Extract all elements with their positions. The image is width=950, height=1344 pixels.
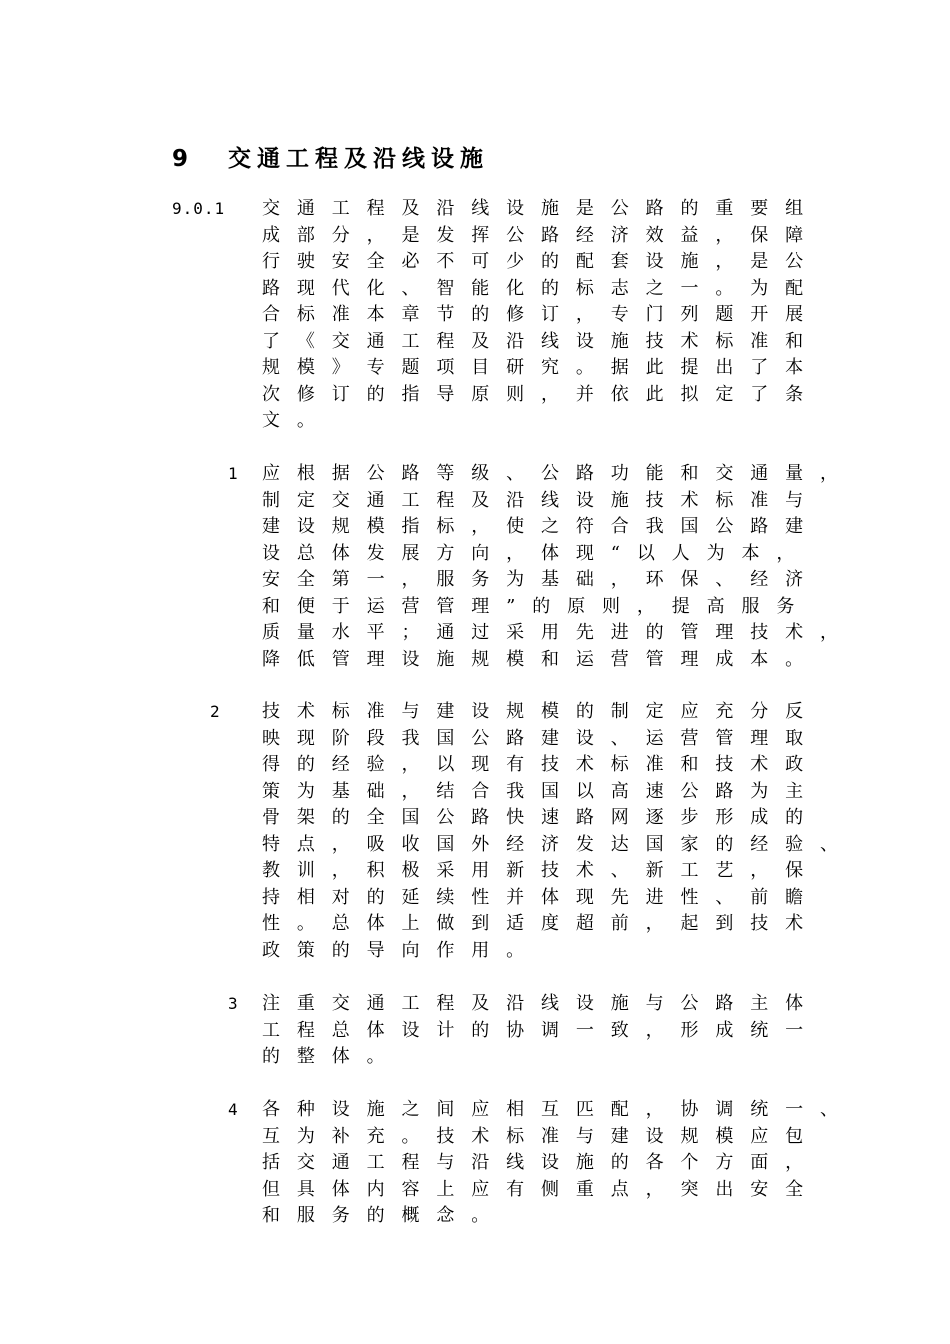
text-line: 性。总体上做到适度超前，起到技术 (262, 913, 820, 934)
text-line: 和服务的概念。 (262, 1205, 507, 1226)
chapter-title: 交通工程及沿线设施 (228, 146, 489, 172)
text-line: 路现代化、智能化的标志之一。为配 (262, 277, 820, 299)
item-number: 3 (228, 994, 239, 1013)
text-line: 但具体内容上应有侧重点，突出安全 (262, 1178, 820, 1200)
text-line: 得的经验，以现有技术标准和技术政 (262, 754, 820, 775)
text-line: 政策的导向作用。 (262, 939, 541, 961)
text-line: 规模》专题项目研究。据此提出了本 (262, 357, 820, 378)
text-line: 工程总体设计的协调一致，形成统一 (262, 1019, 820, 1041)
text-line: 映现阶段我国公路建设、运营管理取 (262, 727, 820, 749)
text-line: 文。 (262, 410, 332, 431)
text-line: 安全第一，服务为基础，环保、经济 (262, 569, 820, 590)
item-number: 1 (228, 464, 239, 483)
text-line: 持相对的延续性并体现先进性、前瞻 (262, 886, 820, 908)
text-line: 技术标准与建设规模的制定应充分反 (262, 701, 820, 722)
chapter-heading (172, 140, 489, 173)
text-line: 策为基础，结合我国以高速公路为主 (262, 780, 820, 802)
text-line: 和便于运营管理”的原则，提高服务 (262, 595, 812, 617)
section-number: 9.0.1 (172, 199, 226, 218)
chapter-number: 9 (172, 146, 195, 172)
text-line: 合标准本章节的修订，专门列题开展 (262, 304, 820, 325)
text-line: 各种设施之间应相互匹配，协调统一、 (262, 1099, 855, 1120)
text-line: 降低管理设施规模和运营管理成本。 (262, 648, 820, 670)
item-number: 4 (228, 1100, 239, 1119)
text-line: 设总体发展方向，体现“以人为本， (262, 542, 812, 564)
text-line: 教训，积极采用新技术、新工艺，保 (262, 860, 820, 881)
text-line: 成部分，是发挥公路经济效益，保障 (262, 224, 820, 246)
text-line: 互为补充。技术标准与建设规模应包 (262, 1125, 820, 1147)
text-line: 注重交通工程及沿线设施与公路主体 (262, 993, 820, 1014)
text-line: 的整体。 (262, 1046, 402, 1067)
text-line: 括交通工程与沿线设施的各个方面， (262, 1152, 820, 1173)
text-line: 建设规模指标，使之符合我国公路建 (262, 516, 820, 537)
text-line: 骨架的全国公路快速路网逐步形成的 (262, 807, 820, 828)
text-line: 了《交通工程及沿线设施技术标准和 (262, 330, 820, 352)
text-line: 行驶安全必不可少的配套设施，是公 (262, 251, 820, 272)
text-line: 次修订的指导原则，并依此拟定了条 (262, 383, 820, 405)
item-number: 2 (210, 702, 221, 721)
text-line: 应根据公路等级、公路功能和交通量， (262, 463, 855, 484)
text-line: 制定交通工程及沿线设施技术标准与 (262, 489, 820, 511)
text-line: 交通工程及沿线设施是公路的重要组 (262, 198, 820, 219)
text-line: 特点，吸收国外经济发达国家的经验、 (262, 833, 855, 855)
text-line: 质量水平；通过采用先进的管理技术， (262, 622, 855, 643)
